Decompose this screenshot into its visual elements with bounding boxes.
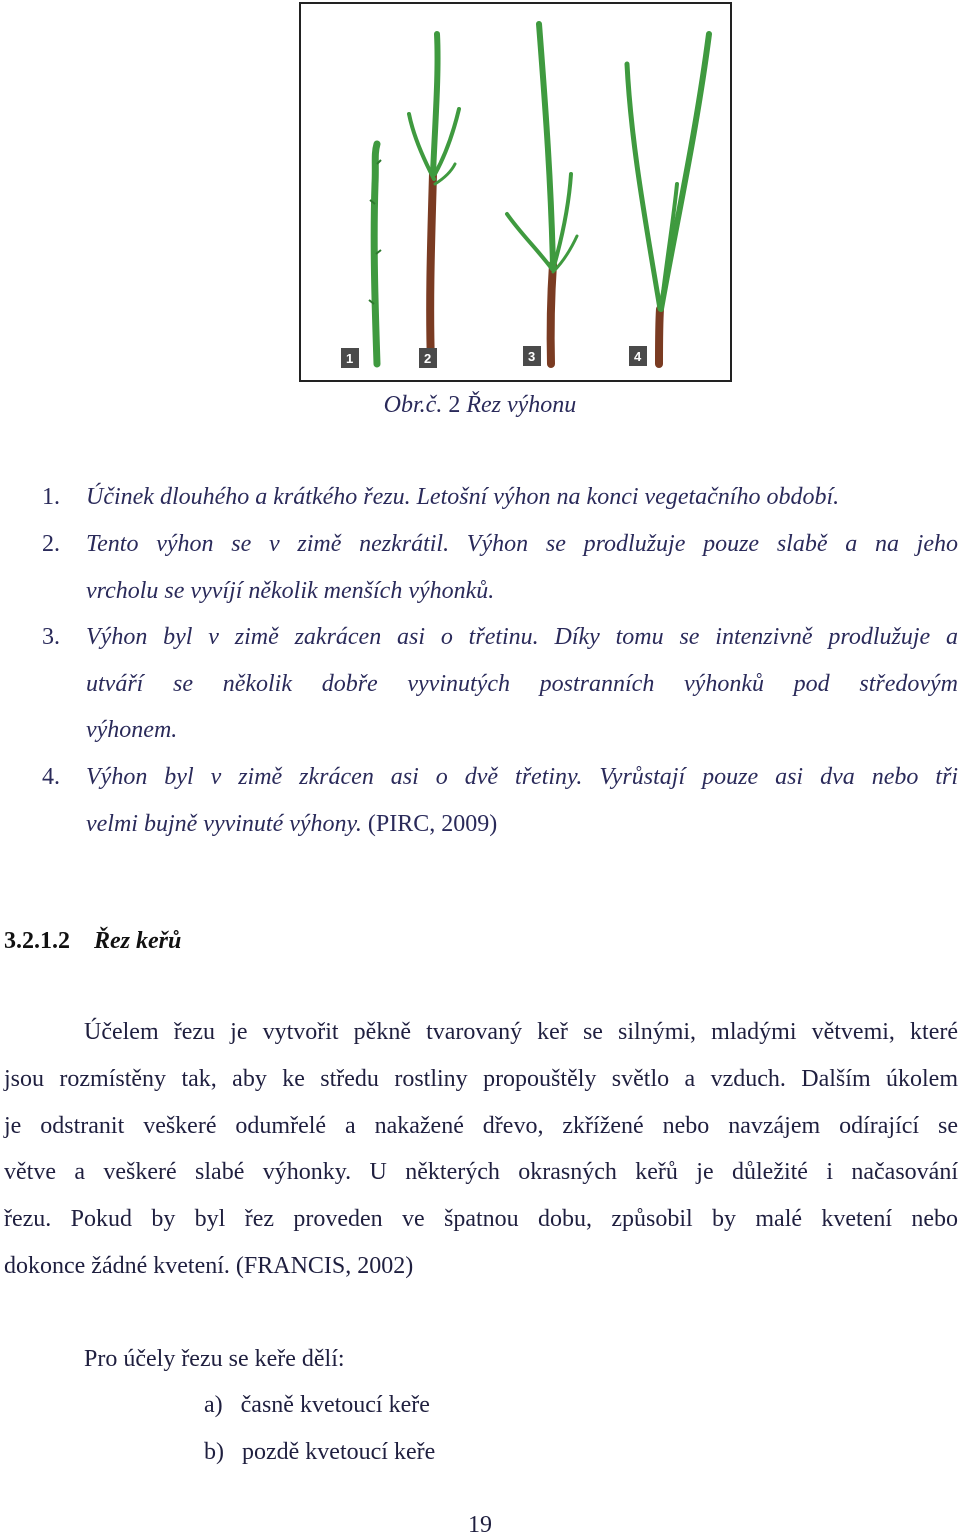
paragraph-line: je odstranit veškeré odumřelé a nakažené dřevo, zkřížené nebo navzájem odírající se <box>4 1113 958 1139</box>
list-text-line: Výhon byl v zimě zakrácen asi o třetinu. Díky tomu se intenzivně prodlužuje a <box>86 624 958 650</box>
list-text-line: Tento výhon se v zimě nezkrátil. Výhon se prodlužuje pouze slabě a na jeho <box>86 531 958 557</box>
list-text-line: utváří se několik dobře vyvinutých postranních výhonků pod středovým <box>86 671 958 697</box>
list-number: 3. <box>42 624 60 650</box>
figure-caption <box>0 392 960 419</box>
list-number: 4. <box>42 764 60 790</box>
division-item-b <box>204 1439 435 1466</box>
shoot-illustration <box>301 4 730 380</box>
panel-label-1 <box>341 348 359 368</box>
list-text-line: Účinek dlouhého a krátkého řezu. Letošní výhon na konci vegetačního období. <box>86 484 840 510</box>
list-text-line: velmi bujně vyvinuté výhony. <box>86 811 362 837</box>
paragraph-line: jsou rozmístěny tak, aby ke středu rostliny propouštěly světlo a vzduch. Dalším úkolem <box>4 1066 958 1092</box>
citation: (PIRC, 2009) <box>367 811 498 837</box>
list-number: 1. <box>42 484 60 510</box>
figure-shoot-pruning <box>299 2 732 382</box>
paragraph-line: Účelem řezu je vytvořit pěkně tvarovaný keř se silnými, mladými větvemi, které <box>84 1019 958 1045</box>
shoot-2 <box>409 34 459 364</box>
svg-text:3: 3 <box>528 349 536 364</box>
section-number: 3.2.1.2 <box>4 928 70 954</box>
svg-text:1: 1 <box>346 351 354 366</box>
shoot-4 <box>627 34 709 364</box>
division-intro: Pro účely řezu se keře dělí: <box>84 1346 345 1372</box>
paragraph-line: řezu. Pokud by byl řez proveden ve špatnou dobu, způsobil by malé kvetení nebo <box>4 1206 958 1232</box>
division-text: časně kvetoucí keře <box>240 1392 430 1418</box>
division-marker: a) <box>204 1392 223 1418</box>
panel-label-3 <box>523 346 541 366</box>
list-text-line: vrcholu se vyvíjí několik menších výhonků. <box>86 578 495 604</box>
caption-title: Řez výhonu <box>466 392 577 418</box>
list-text-line: výhonem. <box>86 717 178 743</box>
division-marker: b) <box>204 1439 224 1465</box>
section-title: Řez keřů <box>94 928 182 954</box>
list-number: 2. <box>42 531 60 557</box>
shoot-1 <box>369 144 381 364</box>
svg-text:2: 2 <box>424 351 432 366</box>
panel-label-2 <box>419 348 437 368</box>
division-item-a <box>204 1392 430 1419</box>
paragraph-line: dokonce žádné kvetení. (FRANCIS, 2002) <box>4 1253 414 1279</box>
caption-number: 2 <box>448 392 461 418</box>
section-heading <box>4 928 181 955</box>
list-text-line: Výhon byl v zimě zkrácen asi o dvě třetiny. Vyrůstají pouze asi dva nebo tři <box>86 764 958 790</box>
division-text: pozdě kvetoucí keře <box>242 1439 436 1465</box>
svg-text:4: 4 <box>634 349 642 364</box>
caption-prefix: Obr.č. <box>383 392 443 418</box>
shoot-3 <box>507 24 577 364</box>
panel-label-4 <box>629 346 647 366</box>
list-text-wrap <box>86 811 960 838</box>
page-number: 19 <box>468 1512 492 1538</box>
paragraph-line: větve a veškeré slabé výhonky. U některých okrasných keřů je důležité i načasování <box>4 1159 958 1185</box>
